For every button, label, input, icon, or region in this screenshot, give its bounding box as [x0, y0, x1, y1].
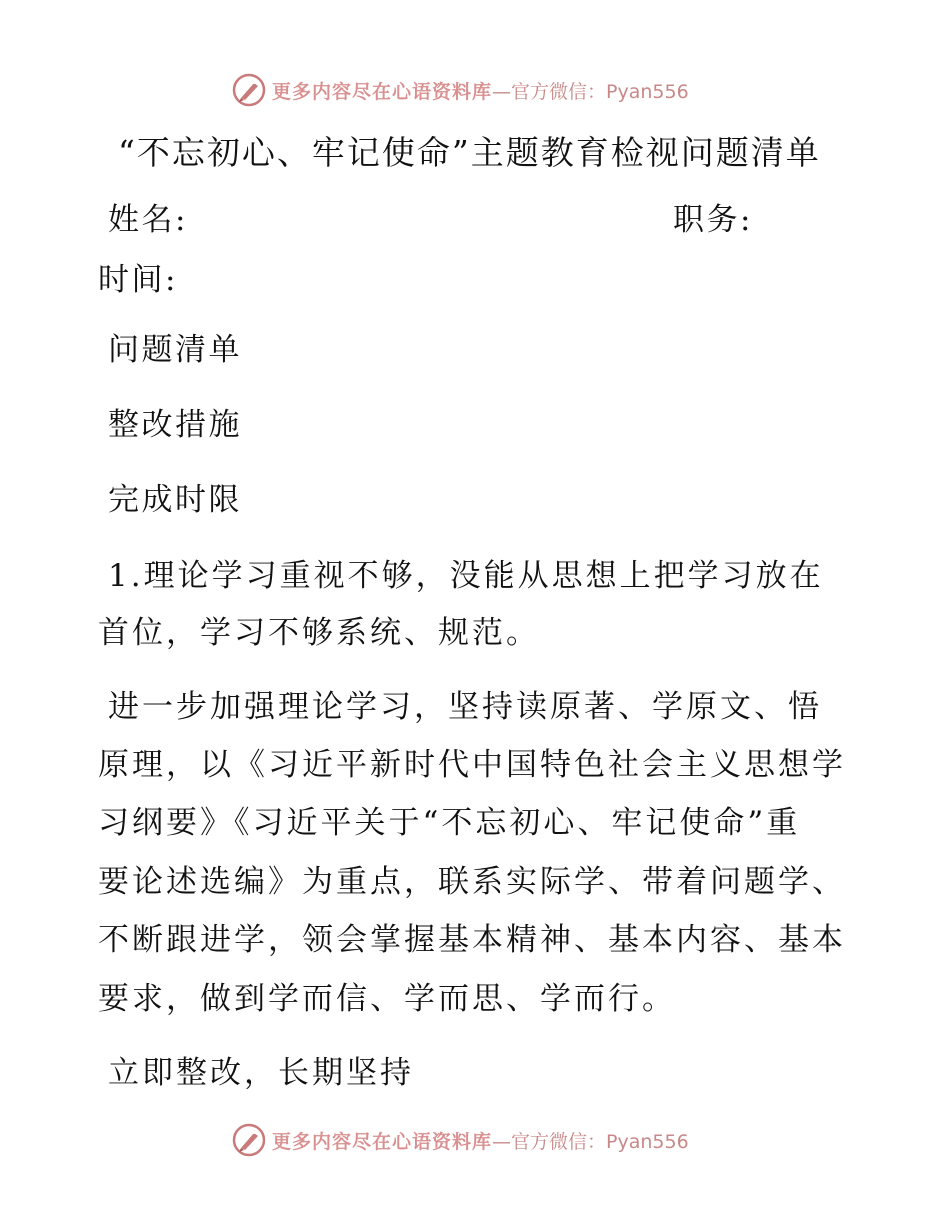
measure-1-line-3: 习纲要》《习近平关于“不忘初心、牢记使命”重 [98, 805, 801, 841]
measure-1-line-5: 不断跟进学，领会掌握基本精神、基本内容、基本 [98, 922, 846, 958]
problems-column-heading: 问题清单 [108, 332, 242, 368]
deadline-column-heading: 完成时限 [108, 482, 242, 518]
measure-1-line-4: 要论述选编》为重点，联系实际学、带着问题学、 [98, 864, 846, 900]
watermark-site-text: 更多内容尽在心语资料库 [272, 1130, 493, 1153]
measures-column-heading: 整改措施 [108, 407, 242, 443]
watermark-site-text: 更多内容尽在心语资料库 [272, 80, 493, 103]
measure-1-line-1: 进一步加强理论学习，坚持读原著、学原文、悟 [108, 689, 822, 725]
deadline-1: 立即整改，长期坚持 [108, 1055, 414, 1091]
problem-1-line-1: 1.理论学习重视不够，没能从思想上把学习放在 [108, 558, 824, 594]
measure-1-line-2: 原理，以《习近平新时代中国特色社会主义思想学 [98, 747, 846, 783]
measure-1-line-6: 要求，做到学而信、学而思、学而行。 [98, 981, 676, 1017]
watermark-wechat-text: —官方微信：Pyan556 [492, 80, 689, 103]
problem-1-line-2: 首位，学习不够系统、规范。 [98, 615, 540, 651]
footer-watermark [232, 1120, 689, 1160]
header-watermark [232, 70, 689, 110]
pen-logo-icon [232, 1123, 266, 1157]
name-label: 姓名: [108, 202, 188, 238]
watermark-wechat-text: —官方微信：Pyan556 [492, 1130, 689, 1153]
position-label: 职务: [673, 202, 753, 238]
document-title: “不忘初心、牢记使命”主题教育检视问题清单 [118, 133, 821, 172]
time-label: 时间: [98, 262, 178, 298]
pen-logo-icon [232, 73, 266, 107]
